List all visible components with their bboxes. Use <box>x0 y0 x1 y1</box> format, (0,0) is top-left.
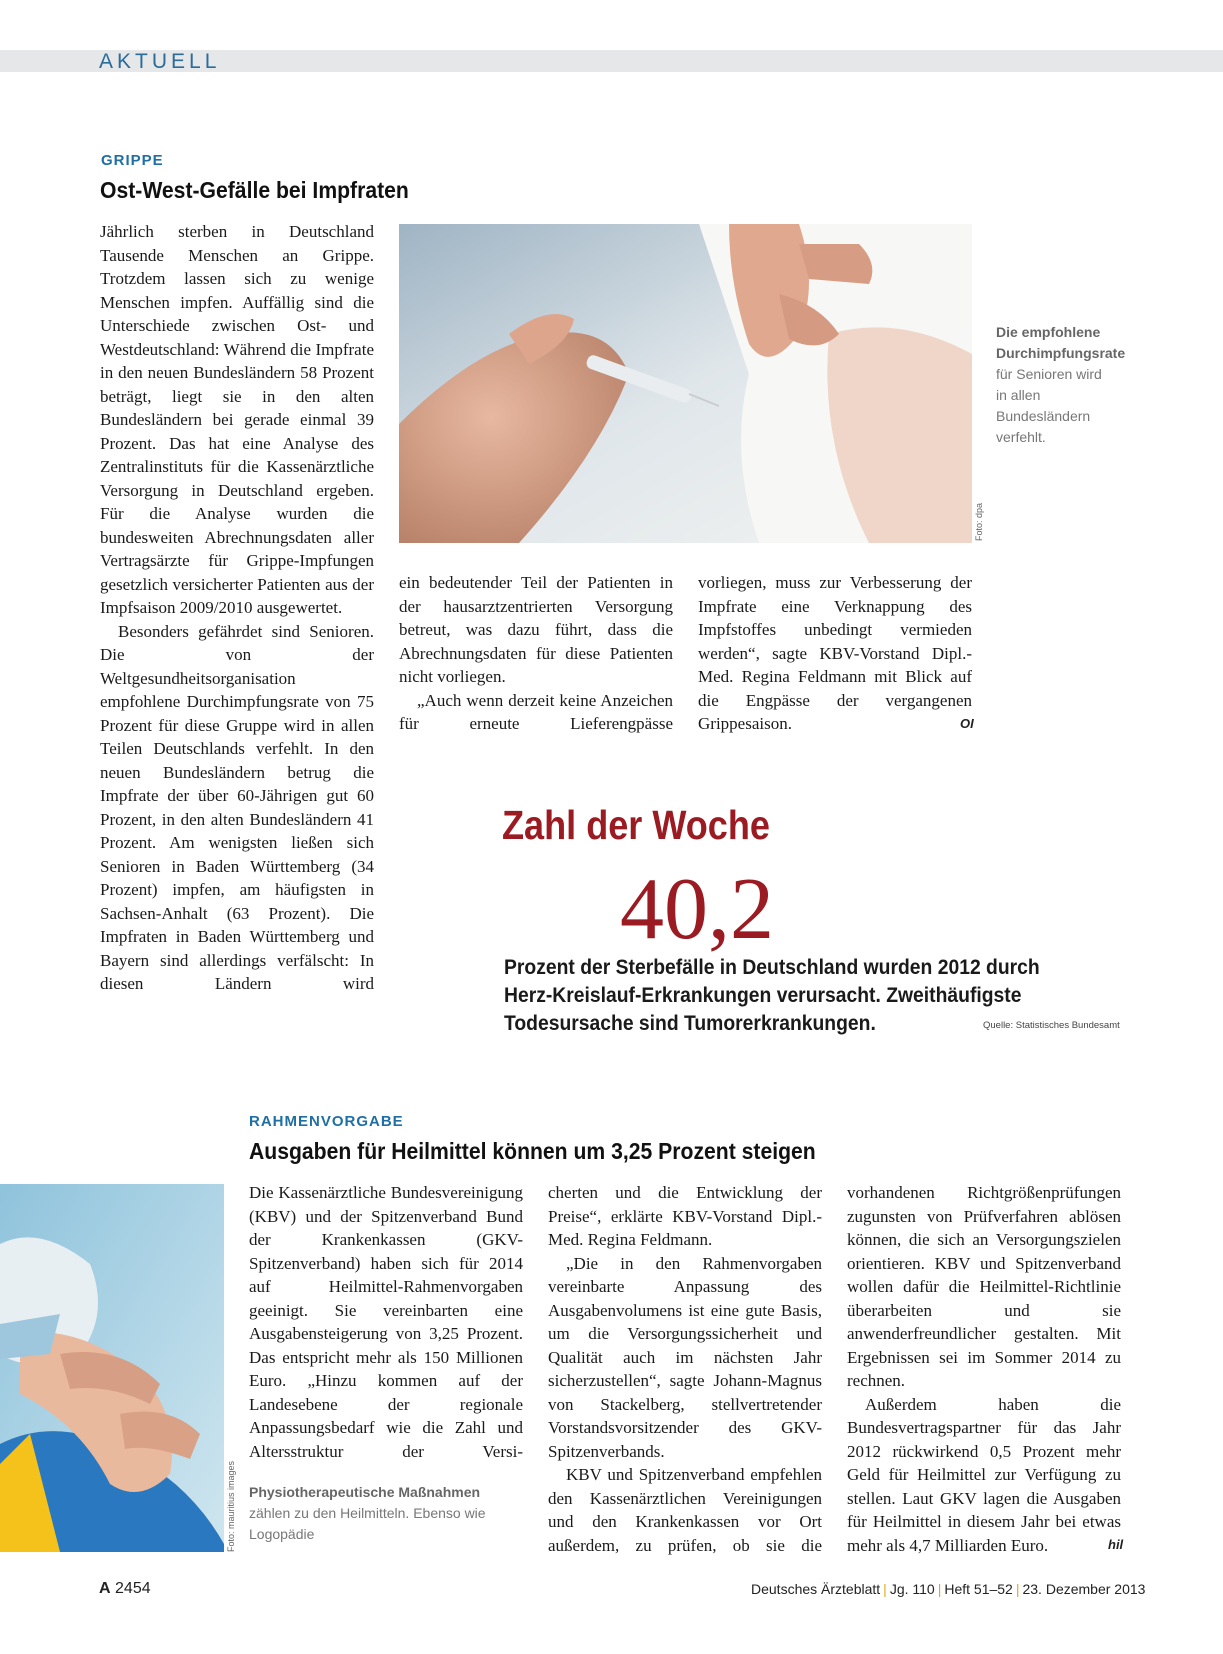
article2-column-1 <box>249 1181 523 1463</box>
article1-headline: Ost-West-Gefälle bei Impfraten <box>100 177 409 203</box>
vaccination-photo <box>399 224 972 543</box>
article2-column-2 <box>548 1181 822 1557</box>
article2-caption <box>249 1482 499 1545</box>
caption-text: zählen zu den Heilmitteln. Ebenso wie Logopädie <box>249 1505 486 1542</box>
article2-author: hil <box>1108 1537 1124 1552</box>
journal-footer: Deutsches Ärzteblatt | Jg. 110 | Heft 51–52 | 23. Dezember 2013 <box>751 1581 1146 1597</box>
issue-date: 23. Dezember 2013 <box>1022 1581 1146 1597</box>
volume: Jg. 110 <box>889 1581 935 1597</box>
paragraph: Besonders gefährdet sind Senioren. Die von der Weltgesundheitsorganisation empfohlene Durchimpfungsrate von 75 Prozent für diese Gruppe wird in allen Teilen Deutschlands verfehlt. In den neuen Bundesländern betrug die Impfrate der über 60-Jährigen gut 60 Prozent, in den alten Bundesländern 41 Prozent. Am wenigsten ließen sich Senioren in Baden Württemberg (34 Prozent) impfen, am häufigsten in Sachsen-Anhalt (63 Prozent). Die Impfraten in Baden Württemberg und Bayern sind allerdings verfälscht: In diesen Ländern wird <box>100 621 374 993</box>
paragraph: Die Kassenärztliche Bundesvereinigung (KBV) und der Spitzenverband Bund der Krankenkassen (GKV-Spitzenverband) haben sich für 2014 auf Heilmittel-Rahmenvorgaben geeinigt. Sie vereinbarten eine Ausgabensteigerung von 3,25 Prozent. Das entspricht mehr als 150 Millionen Euro. „Hinzu kommen auf der Landesebene der regionale Anpassungsbedarf wie die Zahl und Altersstruktur der Versi- <box>249 1183 523 1461</box>
article1-column-2 <box>399 571 673 736</box>
article1-column-3 <box>698 571 972 736</box>
journal-name: Deutsches Ärzteblatt <box>751 1581 881 1597</box>
photo-credit: Foto: dpa <box>974 502 984 541</box>
article1-author: OI <box>960 716 974 731</box>
paragraph: ein bedeutender Teil der Patienten in der hausarztzentrierten Versorgung betreut, was dazu führt, dass die Abrechnungsdaten für diese Patienten nicht vorliegen. <box>399 573 673 686</box>
paragraph: „Die in den Rahmenvorgaben vereinbarte Anpassung des Ausgabenvolumens ist eine gute Basis, um die Versorgungssicherheit und Qualität auch im nächsten Jahr sicherzustellen“, sagte Johann-Magnus von Stackelberg, stellvertretender Vorstandsvorsitzender des GKV-Spitzenverbands. <box>548 1253 822 1461</box>
paragraph: KBV und Spitzenverband empfehlen den Kassenärztlichen Vereinigungen und den Krankenkassen vor Ort außerdem, zu prüfen, ob sie die <box>548 1465 822 1555</box>
zahl-der-woche-source: Quelle: Statistisches Bundesamt <box>983 1020 1120 1031</box>
article1-caption <box>996 322 1126 448</box>
page-prefix: A <box>99 1580 111 1597</box>
zahl-der-woche-number: 40,2 <box>620 861 774 958</box>
paragraph: Außerdem haben die Bundesvertragspartner für das Jahr 2012 rückwirkend 0,5 Prozent mehr Geld für Heilmittel zur Verfügung zu stellen. Laut GKV lagen die Ausgaben für Heilmittel in diesem Jahr bei etwas mehr als 4,7 Milliarden Euro. <box>847 1394 1121 1555</box>
paragraph: „Auch wenn derzeit keine Anzeichen für erneute Lieferengpässe <box>399 690 673 733</box>
caption-text: für Senioren wird in allen Bundesländern verfehlt. <box>996 366 1102 445</box>
page-number-value: 2454 <box>115 1580 151 1597</box>
page-number <box>99 1580 151 1598</box>
paragraph: Jährlich sterben in Deutschland Tausende Menschen an Grippe. Trotzdem lassen sich zu wenige Menschen impfen. Auffällig sind die Unterschiede zwischen Ost- und Westdeutschland: Während die Impfrate in den neuen Bundesländern 58 Prozent beträgt, liegt sie in den alten Bundesländern bei gerade einmal 39 Prozent. Das hat eine Analyse des Zentralinstituts für die Kassenärztliche Versorgung in Deutschland ergeben. Für die Analyse wurden die bundesweiten Abrechnungsdaten aller Vertragsärzte für Grippe-Impfungen gesetzlich versicherter Patienten aus der Impfsaison 2009/2010 ausgewertet. <box>100 222 374 617</box>
article2-headline: Ausgaben für Heilmittel können um 3,25 Prozent steigen <box>249 1138 816 1164</box>
paragraph: vorhandenen Richtgrößenprüfungen zugunsten von Prüfverfahren ablösen können, die sich an Versorgungszielen orientieren. KBV und Spitzenverband wollen dafür die Heilmittel-Richtlinie überarbeiten und sie anwenderfreundlicher gestalten. Mit Ergebnissen sei im Sommer 2014 zu rechnen. <box>847 1183 1121 1390</box>
paragraph: cherten und die Entwicklung der Preise“, erklärte KBV-Vorstand Dipl.-Med. Regina Feldmann. <box>548 1183 822 1249</box>
caption-bold: Physiotherapeutische Maßnahmen <box>249 1484 481 1500</box>
article2-kicker: RAHMENVORGABE <box>249 1113 404 1130</box>
section-label: AKTUELL <box>99 50 221 73</box>
article1-kicker: GRIPPE <box>101 152 164 169</box>
caption-bold: Die empfohlene Durchimpfungsrate <box>996 324 1126 361</box>
article1-column-1 <box>100 220 374 996</box>
zahl-der-woche-text: Prozent der Sterbefälle in Deutschland wurden 2012 durch Herz-Kreislauf-Erkrankungen verursacht. Zweithäufigste Todesursache sind Tumorerkrankungen. <box>504 956 1040 1035</box>
paragraph: vorliegen, muss zur Verbesserung der Impfrate eine Verknappung des Impfstoffes unbedingt vermieden werden“, sagte KBV-Vorstand Dipl.-Med. Regina Feldmann mit Blick auf die Engpässe der vergangenen Grippesaison. <box>698 573 972 733</box>
zahl-der-woche-title: Zahl der Woche <box>502 802 770 848</box>
article2-column-3 <box>847 1181 1124 1557</box>
issue: Heft 51–52 <box>944 1581 1013 1597</box>
physiotherapy-photo <box>0 1184 224 1552</box>
photo-credit: Foto: mauritius images <box>226 1460 236 1552</box>
